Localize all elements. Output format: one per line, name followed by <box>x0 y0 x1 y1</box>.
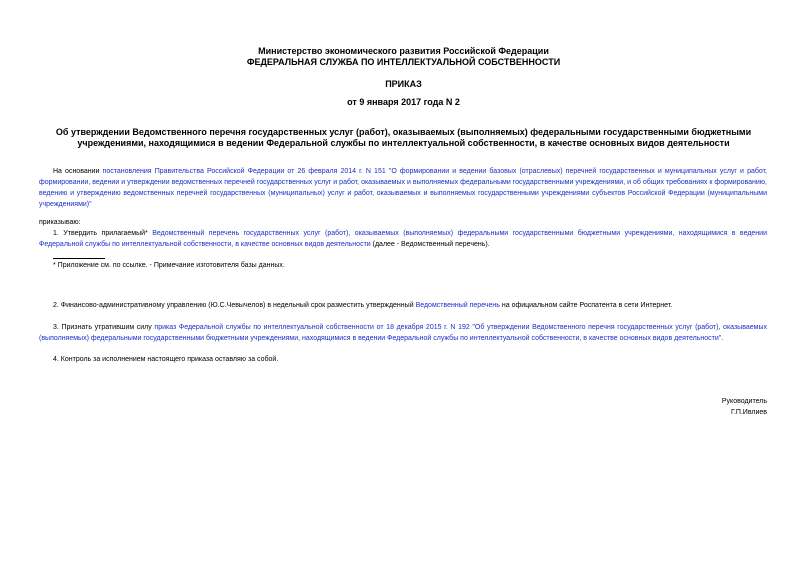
item3-prefix: 3. Признать утратившим силу <box>53 324 155 331</box>
doc-type: ПРИКАЗ <box>385 79 422 89</box>
doc-date-number: от 9 января 2017 года N 2 <box>347 97 460 107</box>
item3-suffix: . <box>721 335 724 342</box>
item1-prefix: 1. Утвердить прилагаемый* <box>53 230 153 237</box>
item3-paragraph <box>39 322 767 344</box>
doc-title-line1: Об утверждении Ведомственного перечня государственных услуг (работ), оказываемых (выполняемых) федеральными государственными бюджетными <box>55 127 752 137</box>
item1-suffix: (далее - Ведомственный перечень). <box>370 241 490 248</box>
ministry-name: Министерство экономического развития Российской Федерации <box>258 46 549 56</box>
doc-title-line2: учреждениями, находящимися в ведении Федеральной службы по интеллектуальной собственности, в качестве основных видов деятельности <box>77 138 730 148</box>
signature-position: Руководитель <box>721 398 767 405</box>
item2-prefix: 2. Финансово-административному управлению (Ю.С.Чевычелов) в недельный срок разместить утвержденный <box>53 302 416 309</box>
footnote: * Приложение см. по ссылке. - Примечание изготовителя базы данных. <box>53 262 285 269</box>
order-word: приказываю: <box>39 219 81 226</box>
item1-link[interactable]: Ведомственный перечень государственных услуг (работ), оказываемых (выполняемых) федеральными государственными бюджетными учреждениями, находящимися в ведении Федеральной службы по интеллектуальной собственности, в качестве основных видов деятельности <box>39 230 767 248</box>
service-name: ФЕДЕРАЛЬНАЯ СЛУЖБА ПО ИНТЕЛЛЕКТУАЛЬНОЙ СОБСТВЕННОСТИ <box>246 57 561 67</box>
signature-name: Г.П.Ивлиев <box>730 409 767 416</box>
basis-paragraph <box>39 166 767 210</box>
basis-link[interactable]: постановления Правительства Российской Федерации от 26 февраля 2014 г. N 151 "О формировании и ведении базовых (отраслевых) перечней государственных и муниципальных услуг и работ, формировании, ведении и утверждении ведомственных перечней государственных услуг и работ, оказываемых и выполняемых федеральными государственными учреждениями, и об общих требованиях к формированию, ведению и утверждению ведомственных перечней государственных (муниципальных) услуг и работ, оказываемых и выполняемых государственными учреждениями субъектов Российской Федерации (муниципальными учреждениями)" <box>39 168 767 208</box>
item2-suffix: на официальном сайте Роспатента в сети Интернет. <box>499 302 673 309</box>
item2-link[interactable]: Ведомственный перечень <box>415 302 500 309</box>
item1-paragraph <box>39 228 767 250</box>
item3-link[interactable]: приказ Федеральной службы по интеллектуальной собственности от 18 декабря 2015 г. N 192 "Об утверждении Ведомственного перечня государственных услуг (работ), оказываемых (выполняемых) федеральными государственными бюджетными учреждениями, находящимися в ведении Федеральной службы по интеллектуальной собственности, в качестве основных видов деятельности" <box>39 324 767 342</box>
footnote-separator <box>53 258 105 259</box>
item2-paragraph <box>39 300 767 311</box>
basis-prefix: На основании <box>53 168 103 175</box>
item4-paragraph: 4. Контроль за исполнением настоящего приказа оставляю за собой. <box>53 356 279 363</box>
